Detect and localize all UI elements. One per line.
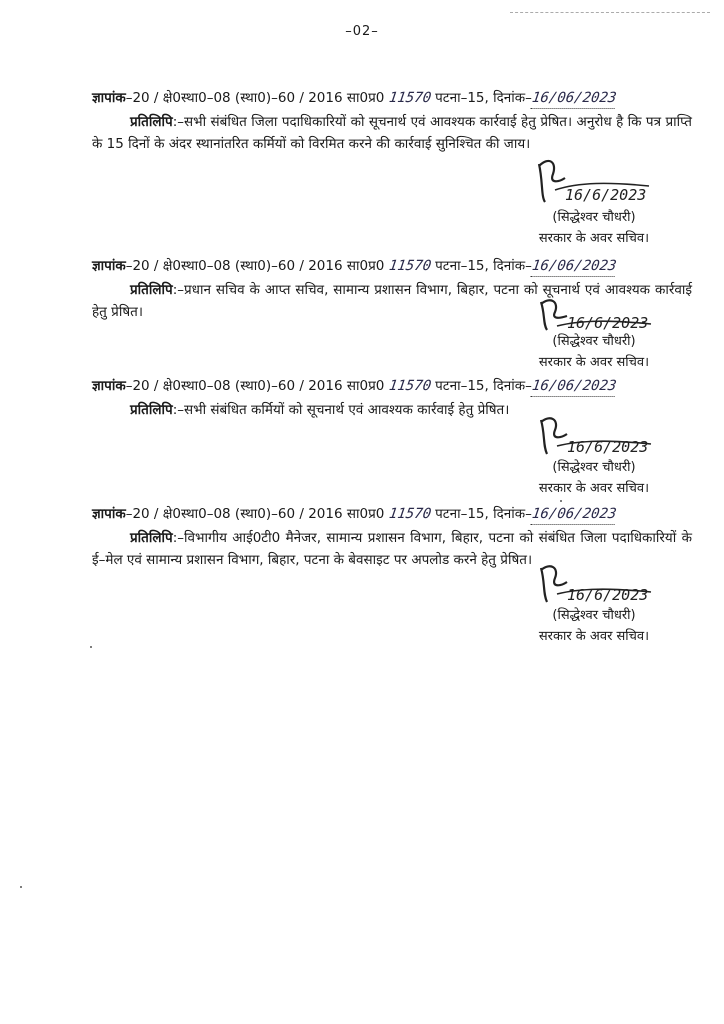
signature-date: 16/6/2023 [567, 586, 649, 604]
memo-ref-prefix: ज्ञापांक [92, 258, 126, 274]
signature-date: 16/6/2023 [567, 314, 649, 332]
memo-reference-line [92, 88, 692, 109]
signature-block-2 [514, 298, 674, 374]
memo-section-1 [92, 88, 692, 155]
signatory-designation: सरकार के अवर सचिव। [538, 481, 650, 496]
scan-speck [560, 500, 562, 502]
memo-reference-line [92, 256, 692, 277]
signatory-name: (सिद्धेश्वर चौधरी) [552, 460, 636, 475]
handwritten-dispatch-number: 11570 [387, 258, 432, 274]
signature-block-3 [514, 414, 674, 500]
memo-reference-line [92, 504, 692, 525]
signature-image [519, 562, 669, 606]
memo-ref-place: पटना–15, दिनांक– [435, 258, 532, 274]
memo-ref-prefix: ज्ञापांक [92, 378, 126, 394]
copy-label: प्रतिलिपि [130, 530, 173, 546]
signatory-name: (सिद्धेश्वर चौधरी) [552, 608, 636, 623]
signatory-designation: सरकार के अवर सचिव। [538, 629, 650, 644]
signature-image [519, 414, 669, 458]
copy-text: :–विभागीय आई0टी0 मैनेजर, सामान्य प्रशासन विभाग, बिहार, पटना को संबंधित जिला पदाधिकारियों के ई–मेल एवं सामान्य प्रशासन विभाग, बिहार, पटना के बेवसाइट पर अपलोड करने हेतु प्रेषित। [92, 530, 692, 568]
signature-date: 16/6/2023 [565, 186, 647, 204]
scan-speck [20, 886, 22, 888]
memo-ref-number: –20 / क्षे0स्था0–08 (स्था0)–60 / 2016 सा0प्र0 [125, 90, 385, 106]
signatory-designation: सरकार के अवर सचिव। [538, 231, 650, 246]
memo-ref-place: पटना–15, दिनांक– [435, 506, 532, 522]
scan-artifact-line [510, 12, 710, 15]
handwritten-date: 16/06/2023 [530, 88, 617, 109]
memo-section-4 [92, 504, 692, 571]
copy-label: प्रतिलिपि [130, 402, 173, 418]
memo-ref-place: पटना–15, दिनांक– [435, 378, 532, 394]
handwritten-dispatch-number: 11570 [387, 506, 432, 522]
handwritten-dispatch-number: 11570 [387, 378, 432, 394]
memo-ref-prefix: ज्ञापांक [92, 506, 126, 522]
memo-ref-number: –20 / क्षे0स्था0–08 (स्था0)–60 / 2016 सा0प्र0 [125, 506, 385, 522]
page-number: –02– [345, 24, 379, 39]
copy-text: :–सभी संबंधित जिला पदाधिकारियों को सूचनार्थ एवं आवश्यक कार्रवाई हेतु प्रेषित। अनुरोध है कि पत्र प्राप्ति के 15 दिनों के अंदर स्थानांतरित कर्मियों को विरमित करने की कार्रवाई सुनिश्चित की जाय। [92, 114, 692, 152]
memo-ref-number: –20 / क्षे0स्था0–08 (स्था0)–60 / 2016 सा0प्र0 [125, 378, 385, 394]
memo-body [92, 111, 692, 155]
signature-block-1 [514, 152, 674, 250]
copy-text: :–सभी संबंधित कर्मियों को सूचनार्थ एवं आवश्यक कार्रवाई हेतु प्रेषित। [172, 402, 510, 418]
handwritten-date: 16/06/2023 [530, 256, 617, 277]
scan-speck [90, 646, 92, 648]
memo-ref-prefix: ज्ञापांक [92, 90, 126, 106]
signature-date: 16/6/2023 [567, 438, 649, 456]
memo-reference-line [92, 376, 692, 397]
copy-text: :–प्रधान सचिव के आप्त सचिव, सामान्य प्रशासन विभाग, बिहार, पटना को सूचनार्थ एवं आवश्यक कार्रवाई हेतु प्रेषित। [92, 282, 692, 320]
signatory-name: (सिद्धेश्वर चौधरी) [552, 334, 636, 349]
handwritten-date: 16/06/2023 [530, 376, 617, 397]
signatory-name: (सिद्धेश्वर चौधरी) [552, 210, 636, 225]
memo-ref-number: –20 / क्षे0स्था0–08 (स्था0)–60 / 2016 सा0प्र0 [125, 258, 385, 274]
copy-label: प्रतिलिपि [130, 114, 173, 130]
copy-label: प्रतिलिपि [130, 282, 173, 298]
signature-block-4 [514, 562, 674, 648]
signatory-designation: सरकार के अवर सचिव। [538, 355, 650, 370]
signature-image [519, 152, 669, 208]
memo-ref-place: पटना–15, दिनांक– [435, 90, 532, 106]
handwritten-dispatch-number: 11570 [387, 90, 432, 106]
signature-image [519, 298, 669, 332]
handwritten-date: 16/06/2023 [530, 504, 617, 525]
